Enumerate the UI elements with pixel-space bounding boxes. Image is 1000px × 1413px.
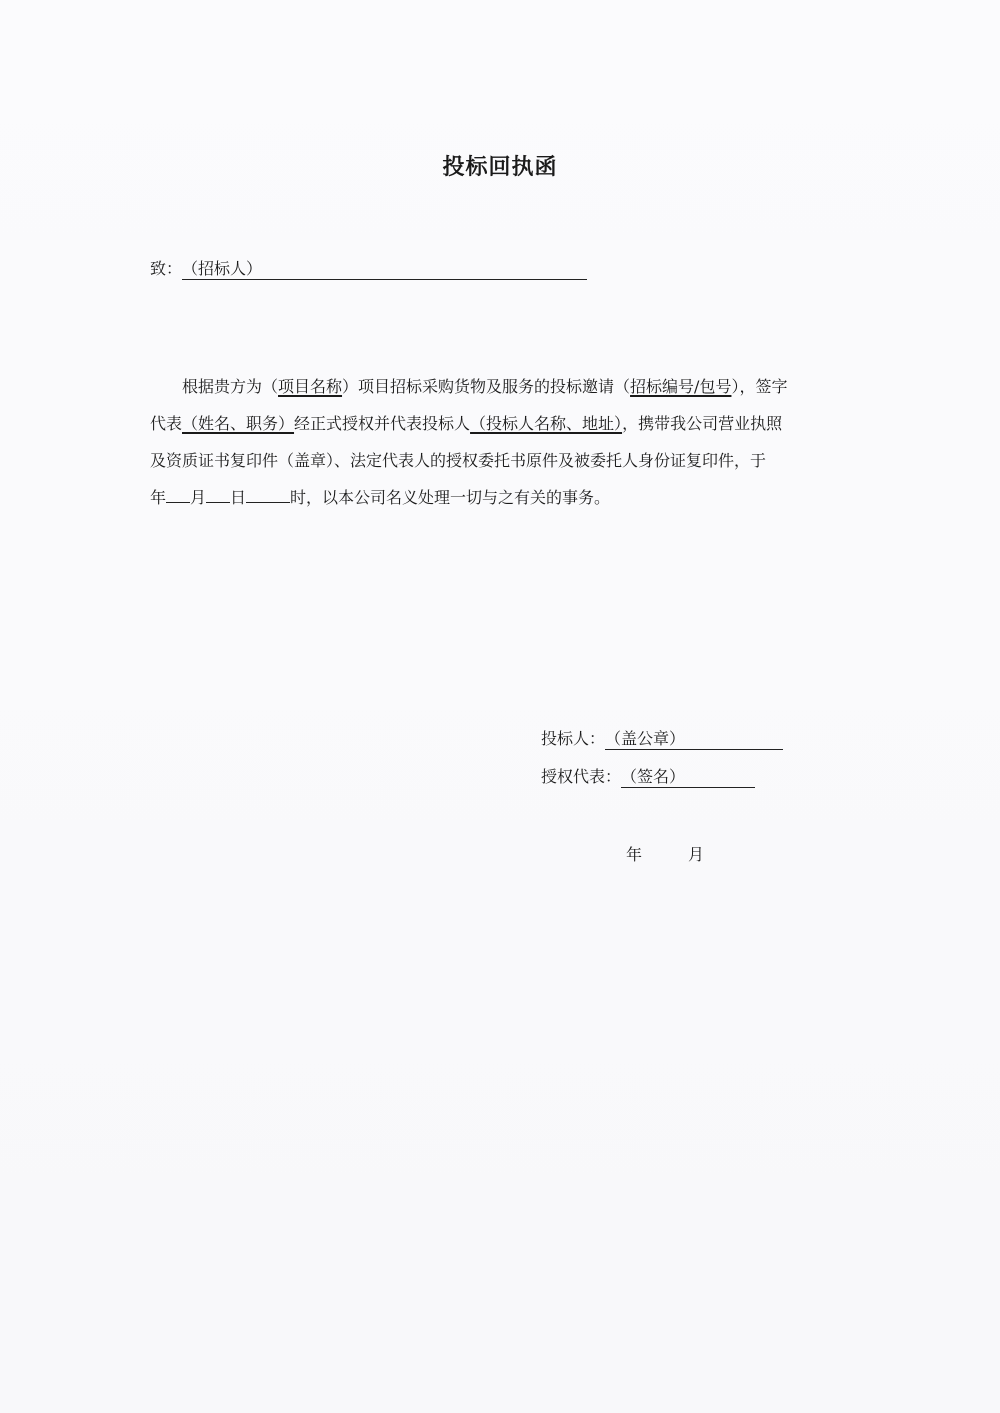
representative-signature-field [621, 767, 755, 788]
bidder-signature-line [541, 726, 783, 750]
text-segment: ）项目招标采购货物及服务的投标邀请（ [342, 377, 631, 396]
date-year-label: 年 [626, 845, 643, 864]
day-label: 日 [230, 488, 247, 507]
paragraph-line-1 [150, 368, 862, 405]
seal-placeholder: （盖公章） [605, 729, 686, 748]
document-title: 投标回执函 [442, 155, 558, 180]
year-label: 年 [150, 488, 167, 507]
paragraph-line-4 [150, 479, 862, 516]
text-segment: 根据贵方为（ [182, 377, 279, 396]
date-month-label: 月 [688, 845, 705, 864]
representative-name-field: （姓名、职务） [182, 414, 295, 433]
month-label: 月 [190, 488, 207, 507]
signature-date [626, 842, 704, 865]
bid-number-field: 招标编号/包号 [630, 377, 732, 396]
month-blank [166, 502, 190, 503]
recipient-field [182, 259, 587, 280]
text-segment: ，携带我公司营业执照 [622, 414, 783, 433]
recipient-prefix: 致： [150, 259, 183, 278]
bidder-label: 投标人： [541, 729, 606, 748]
text-segment: 代表 [150, 414, 183, 433]
representative-signature-line [541, 764, 755, 788]
paragraph-line-2 [150, 405, 862, 442]
recipient-placeholder: （招标人） [182, 259, 263, 278]
project-name-field: 项目名称 [278, 377, 343, 396]
text-segment: ），签字 [731, 377, 788, 396]
text-segment: 经正式授权并代表投标人 [294, 414, 471, 433]
signature-placeholder: （签名） [621, 767, 686, 786]
text-segment: 时，以本公司名义处理一切与之有关的事务。 [290, 488, 611, 507]
paragraph-line-3: 及资质证书复印件（盖章）、法定代表人的授权委托书原件及被委托人身份证复印件，于 [150, 451, 767, 470]
hour-blank [246, 502, 290, 503]
bidder-seal-field [605, 729, 783, 750]
recipient-line [150, 256, 587, 280]
bidder-name-field: （投标人名称、地址） [470, 414, 623, 433]
representative-label: 授权代表： [541, 767, 622, 786]
body-paragraph [150, 368, 862, 516]
day-blank [206, 502, 230, 503]
